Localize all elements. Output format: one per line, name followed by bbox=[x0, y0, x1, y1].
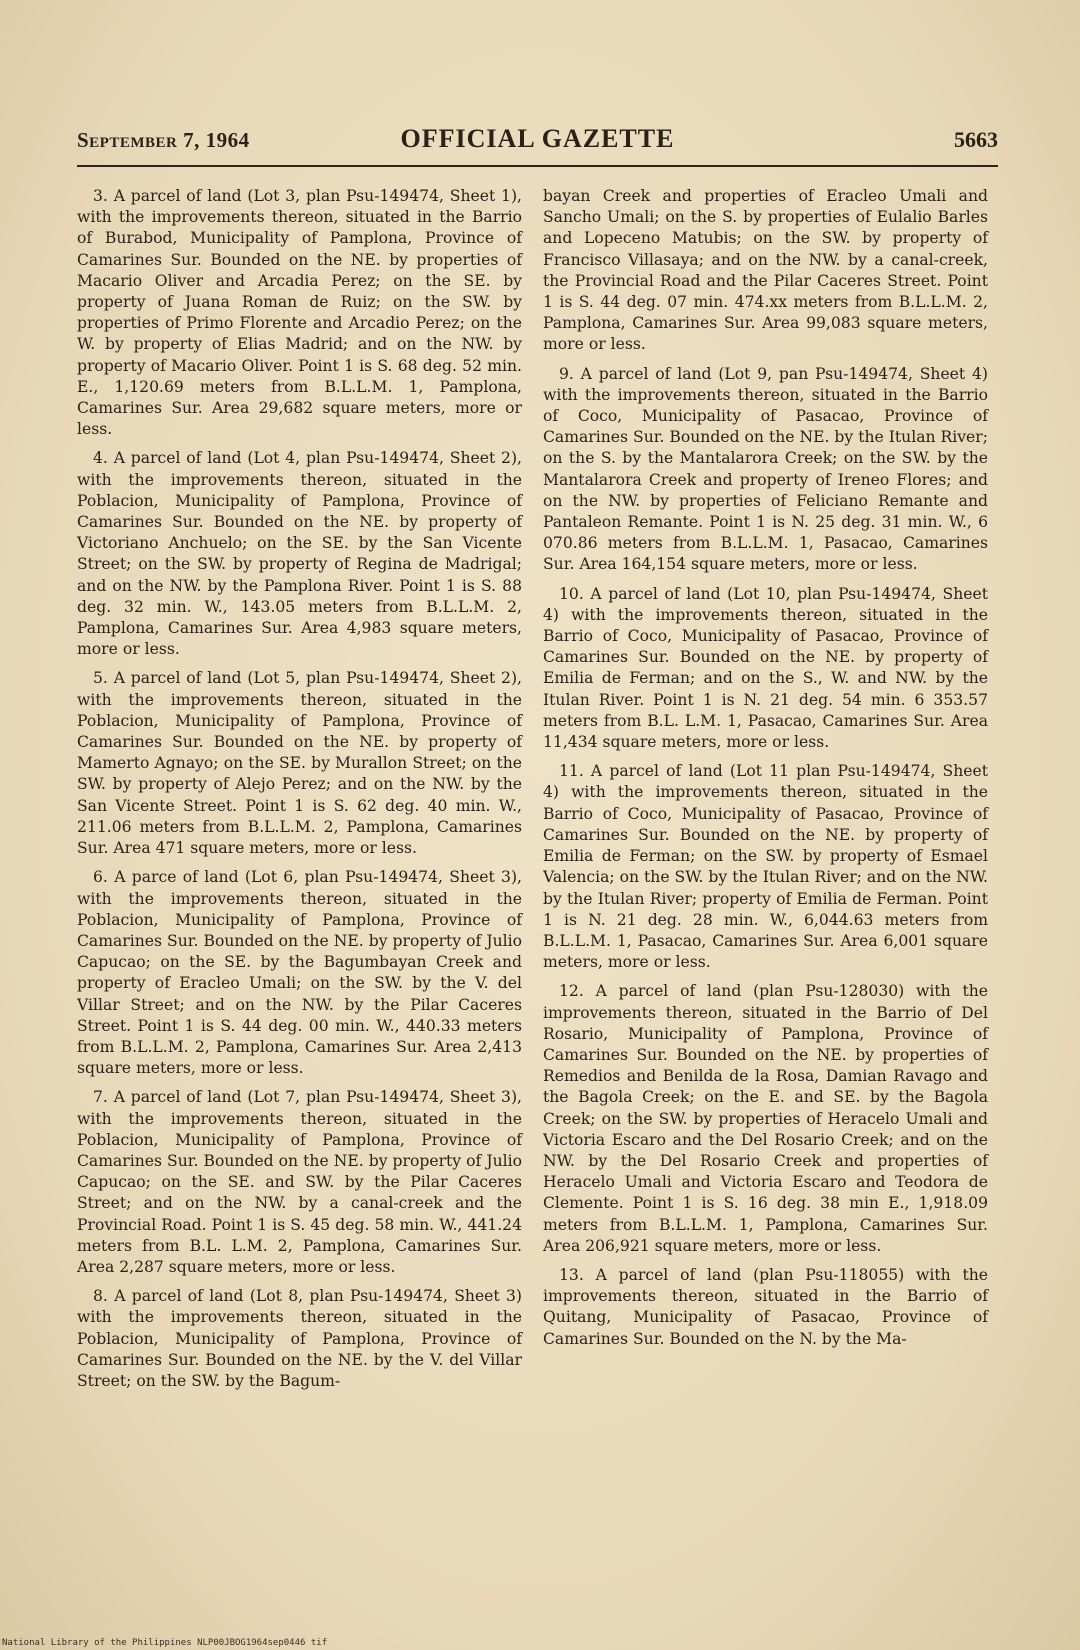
publication-title: OFFICIAL GAZETTE bbox=[400, 124, 675, 153]
parcel-paragraph-10: 10. A parcel of land (Lot 10, plan Psu-149474, Sheet 4) with the improvements thereon, situated in the Barrio of Coco, Municipality of Pasacao, Province of Camarines Sur. Bounded on the NE. by property of Emilia de Ferman; and on the S., W. and NW. by the Itulan River. Point 1 is N. 21 deg. 54 min. 6 353.57 meters from B.L. L.M. 1, Pasacao, Camarines Sur. Area 11,434 square meters, more or less. bbox=[543, 584, 988, 752]
parcel-paragraph-4: 4. A parcel of land (Lot 4, plan Psu-149474, Sheet 2), with the improvements thereon, situated in the Poblacion, Municipality of Pamplona, Province of Camarines Sur. Bounded on the NE. by property of Victoriano Anchuelo; on the SE. by the San Vicente Street; on the SW. by property of Regina de Madrigal; and on the NW. by the Pamplona River. Point 1 is S. 88 deg. 32 min. W., 143.05 meters from B.L.L.M. 2, Pamplona, Camarines Sur. Area 4,983 square meters, more or less. bbox=[77, 449, 522, 659]
issue-date: September 7, 1964 bbox=[77, 128, 250, 152]
parcel-paragraph-11: 11. A parcel of land (Lot 11 plan Psu-149474, Sheet 4) with the improvements thereon, situated in the Barrio of Coco, Municipality of Pasacao, Province of Camarines Sur. Bounded on the NE. by property of Emilia de Ferman; on the SW. by property of Esmael Valencia; on the SW. by the Itulan River; and on the NW. by the Itulan River; property of Emilia de Ferman. Point 1 is N. 21 deg. 28 min. W., 6,044.63 meters from B.L.L.M. 1, Pasacao, Camarines Sur. Area 6,001 square meters, more or less. bbox=[543, 762, 988, 972]
parcel-paragraph-8-continued: bayan Creek and properties of Eracleo Umali and Sancho Umali; on the S. by properties of Eulalio Barles and Lopeceno Matubis; on the SW. by property of Francisco Villasaya; and on the NW. by a canal-creek, the Provincial Road and the Pilar Caceres Street. Point 1 is S. 44 deg. 07 min. 474.xx meters from B.L.L.M. 2, Pamplona, Camarines Sur. Area 99,083 square meters, more or less. bbox=[543, 187, 988, 354]
parcel-paragraph-6: 6. A parce of land (Lot 6, plan Psu-149474, Sheet 3), with the improvements thereon, situated in the Poblacion, Municipality of Pamplona, Province of Camarines Sur. Bounded on the NE. by property of Julio Capucao; on the SE. by the Bagumbayan Creek and property of Eracleo Umali; on the SW. by the V. del Villar Street; and on the NW. by the Pilar Caceres Street. Point 1 is S. 44 deg. 00 min. W., 440.33 meters from B.L.L.M. 2, Pamplona, Camarines Sur. Area 2,413 square meters, more or less. bbox=[77, 868, 522, 1078]
parcel-paragraph-13: 13. A parcel of land (plan Psu-118055) with the improvements thereon, situated in the Barrio of Quitang, Municipality of Pasacao, Province of Camarines Sur. Bounded on the N. by the Ma- bbox=[543, 1265, 988, 1348]
parcel-paragraph-3: 3. A parcel of land (Lot 3, plan Psu-149474, Sheet 1), with the improvements thereon, situated in the Barrio of Burabod, Municipality of Pamplona, Province of Camarines Sur. Bounded on the NE. by properties of Macario Oliver and Arcadia Perez; on the SE. by property of Juana Roman de Ruiz; on the SW. by properties of Primo Florente and Arcadio Perez; on the W. by property of Elias Madrid; and on the NW. by property of Macario Oliver. Point 1 is S. 68 deg. 52 min. E., 1,120.69 meters from B.L.L.M. 1, Pamplona, Camarines Sur. Area 29,682 square meters, more or less. bbox=[77, 187, 522, 439]
parcel-paragraph-8: 8. A parcel of land (Lot 8, plan Psu-149474, Sheet 3) with the improvements thereon, situated in the Poblacion, Municipality of Pamplona, Province of Camarines Sur. Bounded on the NE. by the V. del Villar Street; on the SW. by the Bagum- bbox=[77, 1287, 522, 1390]
parcel-paragraph-7: 7. A parcel of land (Lot 7, plan Psu-149474, Sheet 3), with the improvements thereon, situated in the Poblacion, Municipality of Pamplona, Province of Camarines Sur. Bounded on the NE. by property of Julio Capucao; on the SE. and SW. by the Pilar Caceres Street; and on the NW. by a canal-creek and the Provincial Road. Point 1 is S. 45 deg. 58 min. W., 441.24 meters from B.L. L.M. 2, Pamplona, Camarines Sur. Area 2,287 square meters, more or less. bbox=[77, 1088, 522, 1276]
right-column bbox=[543, 186, 988, 1358]
page-header bbox=[77, 124, 998, 160]
page-number: 5663 bbox=[954, 127, 998, 152]
parcel-paragraph-5: 5. A parcel of land (Lot 5, plan Psu-149474, Sheet 2), with the improvements thereon, situated in the Poblacion, Municipality of Pamplona, Province of Camarines Sur. Bounded on the NE. by property of Mamerto Agnayo; on the SE. by Murallon Street; on the SW. by property of Alejo Perez; and on the NW. by the San Vicente Street. Point 1 is S. 62 deg. 40 min. W., 211.06 meters from B.L.L.M. 2, Pamplona, Camarines Sur. Area 471 square meters, more or less. bbox=[77, 669, 522, 858]
parcel-paragraph-12: 12. A parcel of land (plan Psu-128030) with the improvements thereon, situated in the Barrio of Del Rosario, Municipality of Pamplona, Province of Camarines Sur. Bounded on the NE. by properties of Remedios and Benilda de la Rosa, Damian Ravago and the Bagola Creek; on the E. and SE. by the Bagola Creek; on the SW. by properties of Heracelo Umali and Victoria Escaro and the Del Rosario Creek; and on the NW. by the Del Rosario Creek and properties of Heracelo Umali and Victoria Escaro and Teodora de Clemente. Point 1 is S. 16 deg. 38 min E., 1,918.09 meters from B.L.L.M. 1, Pamplona, Camarines Sur. Area 206,921 square meters, more or less. bbox=[543, 982, 988, 1255]
header-rule bbox=[77, 165, 998, 167]
left-column bbox=[77, 186, 522, 1400]
scan-footer: National Library of the Philippines NLP00JBOG1964sep0446 tif bbox=[2, 1638, 328, 1648]
parcel-paragraph-9: 9. A parcel of land (Lot 9, pan Psu-149474, Sheet 4) with the improvements thereon, situated in the Barrio of Coco, Municipality of Pasacao, Province of Camarines Sur. Bounded on the NE. by the Itulan River; on the S. by the Mantalarora Creek; on the SW. by the Mantalarora Creek and property of Ireneo Flores; and on the NW. by properties of Feliciano Remante and Pantaleon Remante. Point 1 is N. 25 deg. 31 min. W., 6 070.86 meters from B.L.L.M. 1, Pasacao, Camarines Sur. Area 164,154 square meters, more or less. bbox=[543, 364, 988, 574]
